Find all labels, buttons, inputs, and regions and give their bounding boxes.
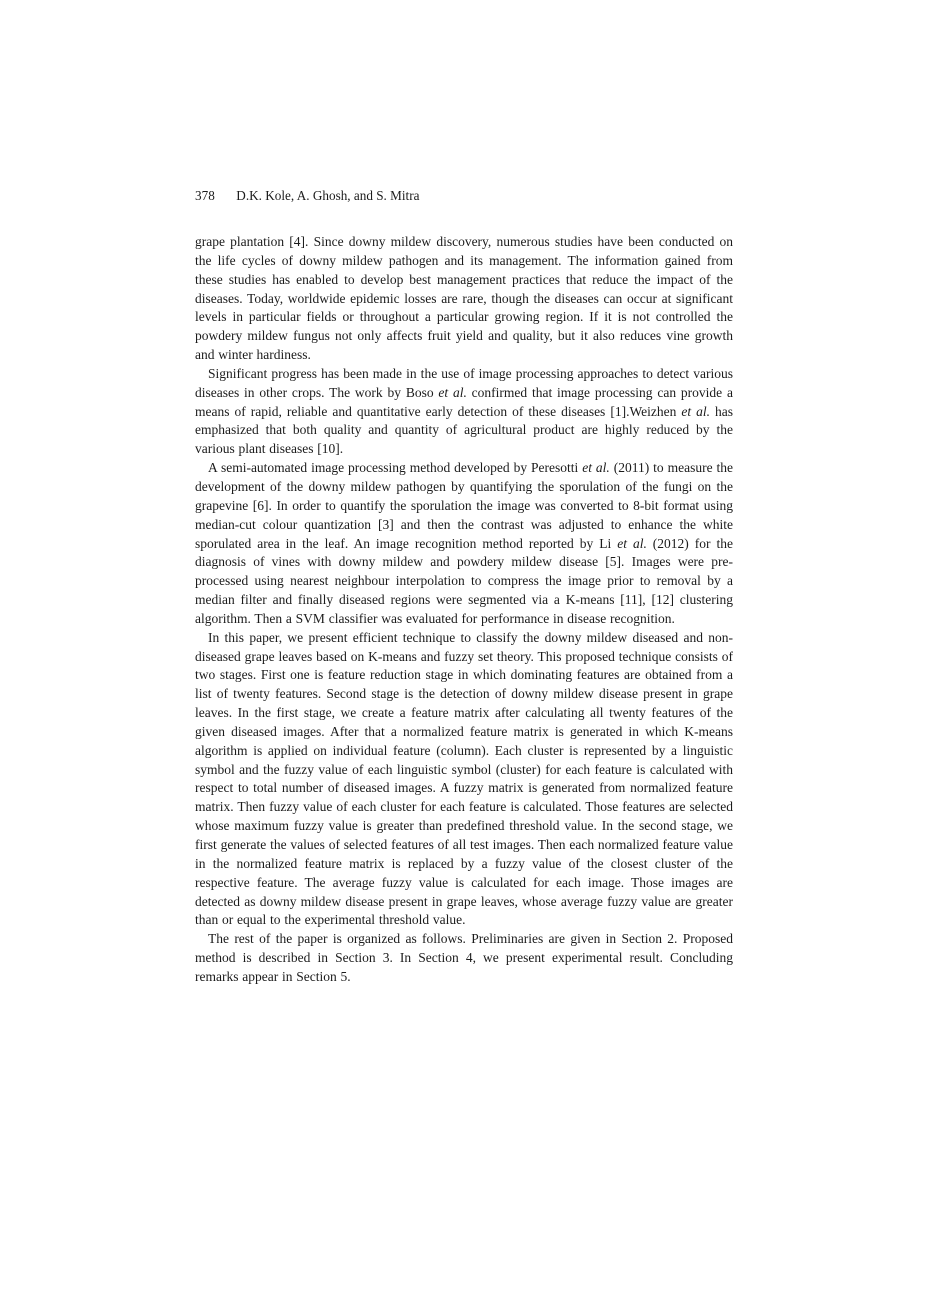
body-text <box>195 233 733 987</box>
text-block <box>195 189 733 987</box>
paragraph <box>195 365 733 459</box>
text-run: confirmed that image processing can provide a means of rapid, reliable and quantitative early detection of these diseases [1].Weizhen <box>195 384 733 419</box>
paragraph <box>195 629 733 931</box>
running-authors: D.K. Kole, A. Ghosh, and S. Mitra <box>236 188 420 203</box>
text-run: has emphasized that both quality and quantity of agricultural product are highly reduced by the various plant diseases [10]. <box>195 403 733 457</box>
text-run: In this paper, we present efficient technique to classify the downy mildew diseased and non-diseased grape leaves based on K-means and fuzzy set theory. This proposed technique consists of two stages. First one is feature reduction stage in which dominating features are obtained from a list of twenty features. Second stage is the detection of downy mildew disease present in grape leaves. In the first stage, we create a feature matrix after calculating all twenty features of the given diseased images. After that a normalized feature matrix is generated in which K-means algorithm is applied on individual feature (column). Each cluster is represented by a linguistic symbol and the fuzzy value of each linguistic symbol (cluster) for each feature is calculated with respect to total number of diseased images. A fuzzy matrix is generated from normalized feature matrix. Then fuzzy value of each cluster for each feature is calculated. Those features are selected whose maximum fuzzy value is greater than predefined threshold value. In the second stage, we first generate the values of selected features of all test images. Then each normalized feature value in the normalized feature matrix is replaced by a fuzzy value of the closest cluster of the respective feature. The average fuzzy value is calculated for each image. Those images are detected as downy mildew disease present in grape leaves, whose average fuzzy value are greater than or equal to the experimental threshold value. <box>195 629 733 928</box>
italic-run: et al. <box>582 460 610 476</box>
paragraph <box>195 233 733 365</box>
text-run: (2012) for the diagnosis of vines with downy mildew and powdery mildew disease [5]. Images were pre-processed using nearest neighbour interpolation to compress the image prior to removal by a median filter and finally diseased regions were segmented via a K-means [11], [12] clustering algorithm. Then a SVM classifier was evaluated for performance in disease recognition. <box>195 535 733 626</box>
page-number: 378 <box>195 188 215 203</box>
text-run: The rest of the paper is organized as follows. Preliminaries are given in Section 2. Proposed method is described in Section 3. In Section 4, we present experimental result. Concluding remarks appear in Section 5. <box>195 931 733 984</box>
text-run: grape plantation [4]. Since downy mildew discovery, numerous studies have been conducted on the life cycles of downy mildew pathogen and its management. The information gained from these studies has enabled to develop best management practices that reduce the impact of the diseases. Today, worldwide epidemic losses are rare, though the diseases can occur at significant levels in particular fields or throughout a particular growing region. If it is not controlled the powdery mildew fungus not only affects fruit yield and quality, but it also reduces vine growth and winter hardiness. <box>195 234 733 363</box>
text-run: A semi-automated image processing method developed by Peresotti <box>208 460 583 476</box>
paragraph <box>195 459 733 629</box>
text-run: (2011) to measure the development of the downy mildew pathogen by quantifying the sporulation of the fungi on the grapevine [6]. In order to quantify the sporulation the image was converted to 8-bit format using median-cut colour quantization [3] and then the contrast was adjusted to enhance the white sporulated area in the leaf. An image recognition method reported by Li <box>195 460 733 551</box>
italic-run: et al. <box>438 384 467 400</box>
text-run: Significant progress has been made in the use of image processing approaches to detect various diseases in other crops. The work by Boso <box>195 365 733 400</box>
paragraph <box>195 930 733 987</box>
italic-run: et al. <box>617 535 647 551</box>
italic-run: et al. <box>681 403 710 419</box>
running-header <box>195 189 733 203</box>
